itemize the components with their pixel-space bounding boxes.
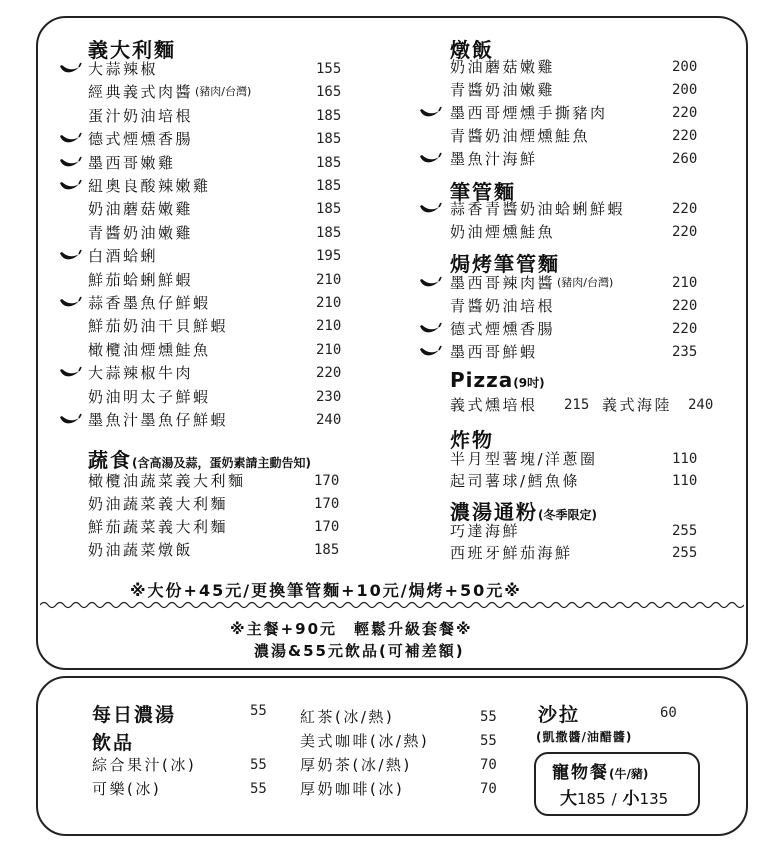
menu-item-price: 185 [316, 131, 342, 148]
menu-item-name: 西班牙鮮茄海鮮 [450, 544, 573, 562]
menu-item-row [88, 269, 356, 291]
menu-item-name: 美式咖啡(冰/熱) [300, 732, 430, 750]
menu-item-row [88, 105, 356, 127]
menu-item-row [450, 125, 712, 147]
pasta-title: 義大利麵 [88, 38, 176, 62]
menu-item-row [88, 315, 356, 337]
menu-item-row [92, 778, 290, 800]
pizza-title [450, 368, 545, 392]
menu-item-name: 大蒜辣椒牛肉 [88, 364, 194, 383]
menu-item-price: 210 [672, 275, 698, 291]
menu-item-row [88, 81, 356, 103]
menu-item-row [450, 221, 712, 243]
menu-item-price: 220 [672, 105, 698, 121]
pet-size-separator: / [611, 790, 617, 808]
menu-item-name: 厚奶茶(冰/熱) [300, 756, 412, 774]
menu-item-price: 195 [316, 248, 342, 265]
menu-item-price: 220 [672, 201, 698, 217]
menu-item-price: 110 [672, 473, 698, 489]
pizza-row [450, 394, 740, 416]
menu-item-name: 巧達海鮮 [450, 522, 521, 540]
menu-item-name: 墨西哥煙燻手撕豬肉 [450, 104, 608, 122]
chili-pepper-icon [58, 413, 82, 427]
menu-item-row [88, 516, 354, 538]
chili-pepper-icon [418, 152, 442, 166]
menu-item-name: 鮮茄奶油干貝鮮蝦 [88, 317, 229, 336]
pet-meal-sizes [560, 784, 668, 809]
menu-item-price: 220 [672, 298, 698, 314]
menu-item-name: 德式煙燻香腸 [450, 320, 556, 338]
menu-item-row [88, 128, 356, 150]
menu-item-price: 220 [672, 321, 698, 337]
menu-item-name: 墨西哥鮮蝦 [450, 343, 538, 361]
chili-pepper-icon [418, 322, 442, 336]
menu-item-price: 155 [316, 61, 342, 77]
menu-item-price: 200 [672, 59, 698, 75]
chili-pepper-icon [58, 366, 82, 380]
menu-item-row [450, 295, 712, 317]
pet-small-label: 小 [622, 789, 640, 809]
menu-item-name: 墨魚汁海鮮 [450, 150, 538, 168]
menu-item-row [88, 386, 356, 408]
menu-item-name: 紅茶(冰/熱) [300, 708, 395, 726]
menu-item-price: 255 [672, 545, 698, 561]
menu-item-price: 210 [316, 295, 342, 311]
menu-item-row [300, 754, 520, 776]
menu-item-name: 奶油明太子鮮蝦 [88, 387, 211, 406]
menu-item-price: 260 [672, 151, 698, 167]
salad-price: 60 [660, 705, 677, 721]
menu-item-price: 220 [672, 224, 698, 240]
menu-item-row [88, 292, 356, 314]
menu-item-name: 綜合果汁(冰) [92, 756, 197, 774]
menu-item-row [450, 470, 712, 492]
wavy-divider [40, 600, 744, 610]
pet-meal-title [552, 758, 648, 783]
chili-pepper-icon [418, 345, 442, 359]
menu-item-row [300, 778, 520, 800]
chili-pepper-icon [58, 296, 82, 310]
menu-item-price: 70 [480, 757, 497, 773]
menu-item-row [300, 706, 520, 728]
menu-item-name: 橄欖油煙燻鮭魚 [88, 340, 211, 359]
veg-title [88, 444, 311, 473]
menu-item-row [450, 56, 712, 78]
menu-item-price: 165 [316, 84, 342, 101]
menu-item-row [450, 341, 712, 363]
menu-item-row [450, 448, 712, 470]
menu-item-name: 可樂(冰) [92, 780, 162, 798]
menu-item-price: 185 [314, 542, 340, 558]
menu-item-price: 185 [316, 201, 342, 218]
veg-note: (含高湯及蒜，蛋奶素請主動告知) [132, 456, 311, 470]
menu-item-row [88, 539, 354, 561]
menu-item-name: 橄欖油蔬菜義大利麵 [88, 472, 246, 490]
risotto-title: 燉飯 [450, 38, 494, 62]
menu-item-name: 經典義式肉醬 [88, 83, 194, 102]
chili-pepper-icon [58, 132, 82, 146]
menu-item-price: 55 [250, 781, 267, 797]
menu-item-row [450, 79, 712, 101]
menu-item-name: 墨西哥嫩雞 [88, 153, 176, 172]
menu-item-row [88, 222, 356, 244]
menu-item-price: 240 [316, 412, 342, 428]
soup-noodle-title-text: 濃湯通粉 [450, 500, 538, 524]
menu-item-row [88, 58, 356, 80]
menu-item-row [450, 148, 712, 170]
menu-item-row [88, 245, 356, 267]
pizza-price-2: 240 [688, 397, 714, 413]
chili-pepper-icon [418, 106, 442, 120]
menu-item-row [300, 730, 520, 752]
daily-soup-price: 55 [250, 703, 267, 719]
salad-note: (凱撒醬/油醋醬) [536, 730, 633, 744]
menu-item-price: 235 [672, 344, 698, 360]
menu-item-name: 大蒜辣椒 [88, 60, 159, 78]
menu-item-row [88, 493, 354, 515]
menu-item-name: 奶油煙燻鮭魚 [450, 223, 556, 241]
menu-item-price: 170 [314, 519, 340, 535]
pizza-title-text: Pizza [450, 368, 514, 392]
menu-item-name: 奶油蔬菜燉飯 [88, 541, 194, 559]
menu-item-name: 半月型薯塊/洋蔥圈 [450, 450, 598, 468]
pet-meal-note: (牛/豬) [609, 767, 649, 781]
menu-item-price: 185 [316, 107, 342, 124]
menu-item-name: 鮮茄蔬菜義大利麵 [88, 518, 229, 536]
menu-item-row [450, 198, 712, 220]
salad-title: 沙拉 [538, 704, 581, 726]
menu-item-row [88, 198, 356, 220]
menu-item-price: 170 [314, 473, 340, 489]
menu-item-row [450, 272, 712, 294]
menu-item-name: 蒜香青醬奶油蛤蜊鮮蝦 [450, 200, 626, 218]
menu-item-price: 220 [316, 365, 342, 382]
menu-item-row [450, 318, 712, 340]
fried-title: 炸物 [450, 428, 494, 452]
menu-item-name: 鮮茄蛤蜊鮮蝦 [88, 270, 194, 289]
menu-item-price: 200 [672, 82, 698, 98]
menu-item-price: 110 [672, 451, 698, 467]
pet-meal-title-text: 寵物餐 [552, 763, 609, 783]
daily-soup-title: 每日濃湯 [92, 704, 177, 726]
menu-item-name: 墨魚汁墨魚仔鮮蝦 [88, 411, 229, 429]
menu-item-price: 55 [480, 709, 497, 725]
pizza-size: (9吋) [513, 376, 545, 390]
menu-item-name: 蛋汁奶油培根 [88, 106, 194, 125]
drinks-title: 飲品 [92, 732, 135, 754]
pizza-price-1: 215 [564, 397, 590, 413]
menu-item-name: 起司薯球/鱈魚條 [450, 472, 581, 490]
chili-pepper-icon [58, 179, 82, 193]
menu-item-name: 青醬奶油嫩雞 [450, 81, 556, 99]
menu-item-name: 青醬奶油培根 [450, 297, 556, 315]
menu-item-price: 210 [316, 271, 342, 288]
menu-item-price: 210 [316, 318, 342, 335]
menu-item-price: 220 [672, 128, 698, 144]
menu-item-price: 55 [480, 733, 497, 749]
menu-item-row [92, 754, 290, 776]
menu-item-price: 230 [316, 388, 342, 405]
menu-item-name: 青醬奶油煙燻鮭魚 [450, 127, 591, 145]
menu-item-note: (豬肉/台灣) [557, 276, 614, 289]
menu-item-name: 奶油蔬菜義大利麵 [88, 495, 229, 513]
upgrade-note: ※大份+45元/更換筆管麵+10元/焗烤+50元※ [130, 581, 522, 600]
menu-item-name: 奶油蘑菇嫩雞 [88, 200, 194, 219]
combo-note-1: ※主餐+90元 輕鬆升級套餐※ [230, 620, 473, 638]
menu-item-price: 210 [316, 341, 342, 358]
soup-noodle-note: (冬季限定) [538, 508, 597, 522]
pet-large-label: 大 [560, 789, 577, 809]
pet-small-price: 135 [639, 790, 669, 808]
chili-pepper-icon [58, 62, 82, 76]
menu-item-row [88, 339, 356, 361]
penne-title: 筆管麵 [450, 180, 516, 204]
menu-item-row [88, 409, 356, 431]
menu-item-name: 厚奶咖啡(冰) [300, 780, 405, 798]
chili-pepper-icon [58, 156, 82, 170]
baked-title: 焗烤筆管麵 [450, 252, 560, 276]
menu-item-row [88, 362, 356, 384]
menu-item-name: 奶油蘑菇嫩雞 [450, 58, 556, 76]
menu-item-name: 德式煙燻香腸 [88, 130, 194, 149]
chili-pepper-icon [418, 202, 442, 216]
menu-item-note: (豬肉/台灣) [195, 85, 252, 99]
menu-item-price: 185 [316, 178, 342, 194]
menu-item-row [450, 520, 712, 542]
menu-item-price: 170 [314, 496, 340, 512]
menu-item-row [450, 542, 712, 564]
pizza-item-2: 義式海陸 [602, 396, 673, 414]
combo-note-2: 濃湯&55元飲品(可補差額) [254, 642, 465, 660]
menu-item-name: 紐奧良酸辣嫩雞 [88, 177, 211, 195]
chili-pepper-icon [58, 249, 82, 263]
pizza-item-1: 義式燻培根 [450, 396, 538, 414]
menu-item-price: 185 [316, 154, 342, 171]
menu-item-name: 白酒蛤蜊 [88, 247, 159, 266]
menu-item-price: 255 [672, 523, 698, 539]
menu-item-price: 55 [250, 757, 267, 773]
menu-item-row [88, 152, 356, 174]
veg-title-text: 蔬食 [88, 448, 132, 472]
chili-pepper-icon [418, 276, 442, 290]
menu-item-name: 青醬奶油嫩雞 [88, 223, 194, 242]
pet-large-price: 185 [577, 790, 606, 808]
menu-item-row [450, 102, 712, 124]
menu-item-price: 185 [316, 224, 342, 241]
menu-item-name: 蒜香墨魚仔鮮蝦 [88, 294, 211, 312]
menu-item-row [88, 175, 356, 197]
menu-item-price: 70 [480, 781, 497, 797]
menu-item-row [88, 470, 354, 492]
menu-item-name: 墨西哥辣肉醬 [450, 274, 556, 292]
